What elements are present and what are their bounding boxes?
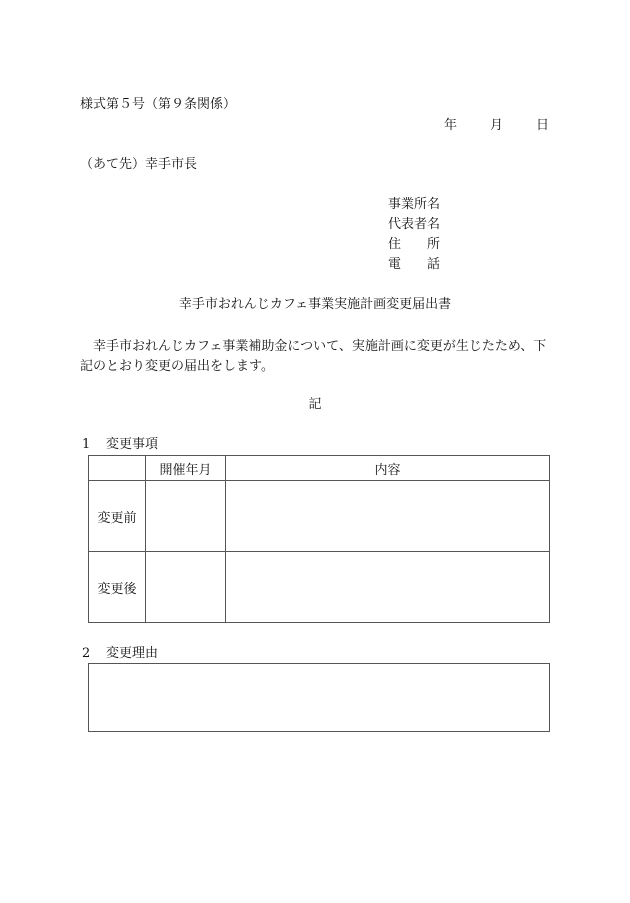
content-input-before[interactable]	[226, 481, 550, 552]
section-1-number: 1	[82, 437, 91, 452]
applicant-representative-label: 代表者名	[388, 217, 441, 232]
applicant-phone-label: 電 話	[388, 257, 441, 272]
table-header-row	[89, 456, 550, 481]
table-row	[89, 552, 550, 623]
ki-mark: 記	[308, 397, 322, 412]
row-label-before: 変更前	[89, 481, 146, 552]
date-year: 年	[444, 118, 458, 133]
header-cell-content: 内容	[226, 456, 550, 481]
section-2-label: 変更理由	[106, 646, 159, 661]
changes-table	[88, 455, 550, 623]
section-1-label: 変更事項	[106, 437, 159, 452]
row-label-after: 変更後	[89, 552, 146, 623]
content-input-after[interactable]	[226, 552, 550, 623]
date-input-after[interactable]	[146, 552, 226, 623]
section-2-heading	[82, 647, 158, 660]
applicant-office-label: 事業所名	[388, 197, 441, 212]
reason-input-box[interactable]	[88, 663, 550, 732]
document-title: 幸手市おれんじカフェ事業実施計画変更届出書	[178, 297, 452, 312]
applicant-address-label: 住 所	[388, 237, 441, 252]
section-1-heading	[82, 438, 158, 451]
date-line	[444, 119, 549, 132]
header-cell-date: 開催年月	[146, 456, 226, 481]
date-day: 日	[536, 118, 550, 133]
table-row	[89, 481, 550, 552]
addressee: （あて先）幸手市長	[80, 157, 198, 172]
date-input-before[interactable]	[146, 481, 226, 552]
section-2-number: 2	[82, 646, 91, 661]
header-cell-blank	[89, 456, 146, 481]
date-month: 月	[490, 118, 504, 133]
form-number: 様式第５号（第９条関係）	[80, 97, 237, 112]
body-text: 幸手市おれんじカフェ事業補助金について、実施計画に変更が生じたため、下記のとおり変更の届出をします。	[80, 339, 547, 374]
